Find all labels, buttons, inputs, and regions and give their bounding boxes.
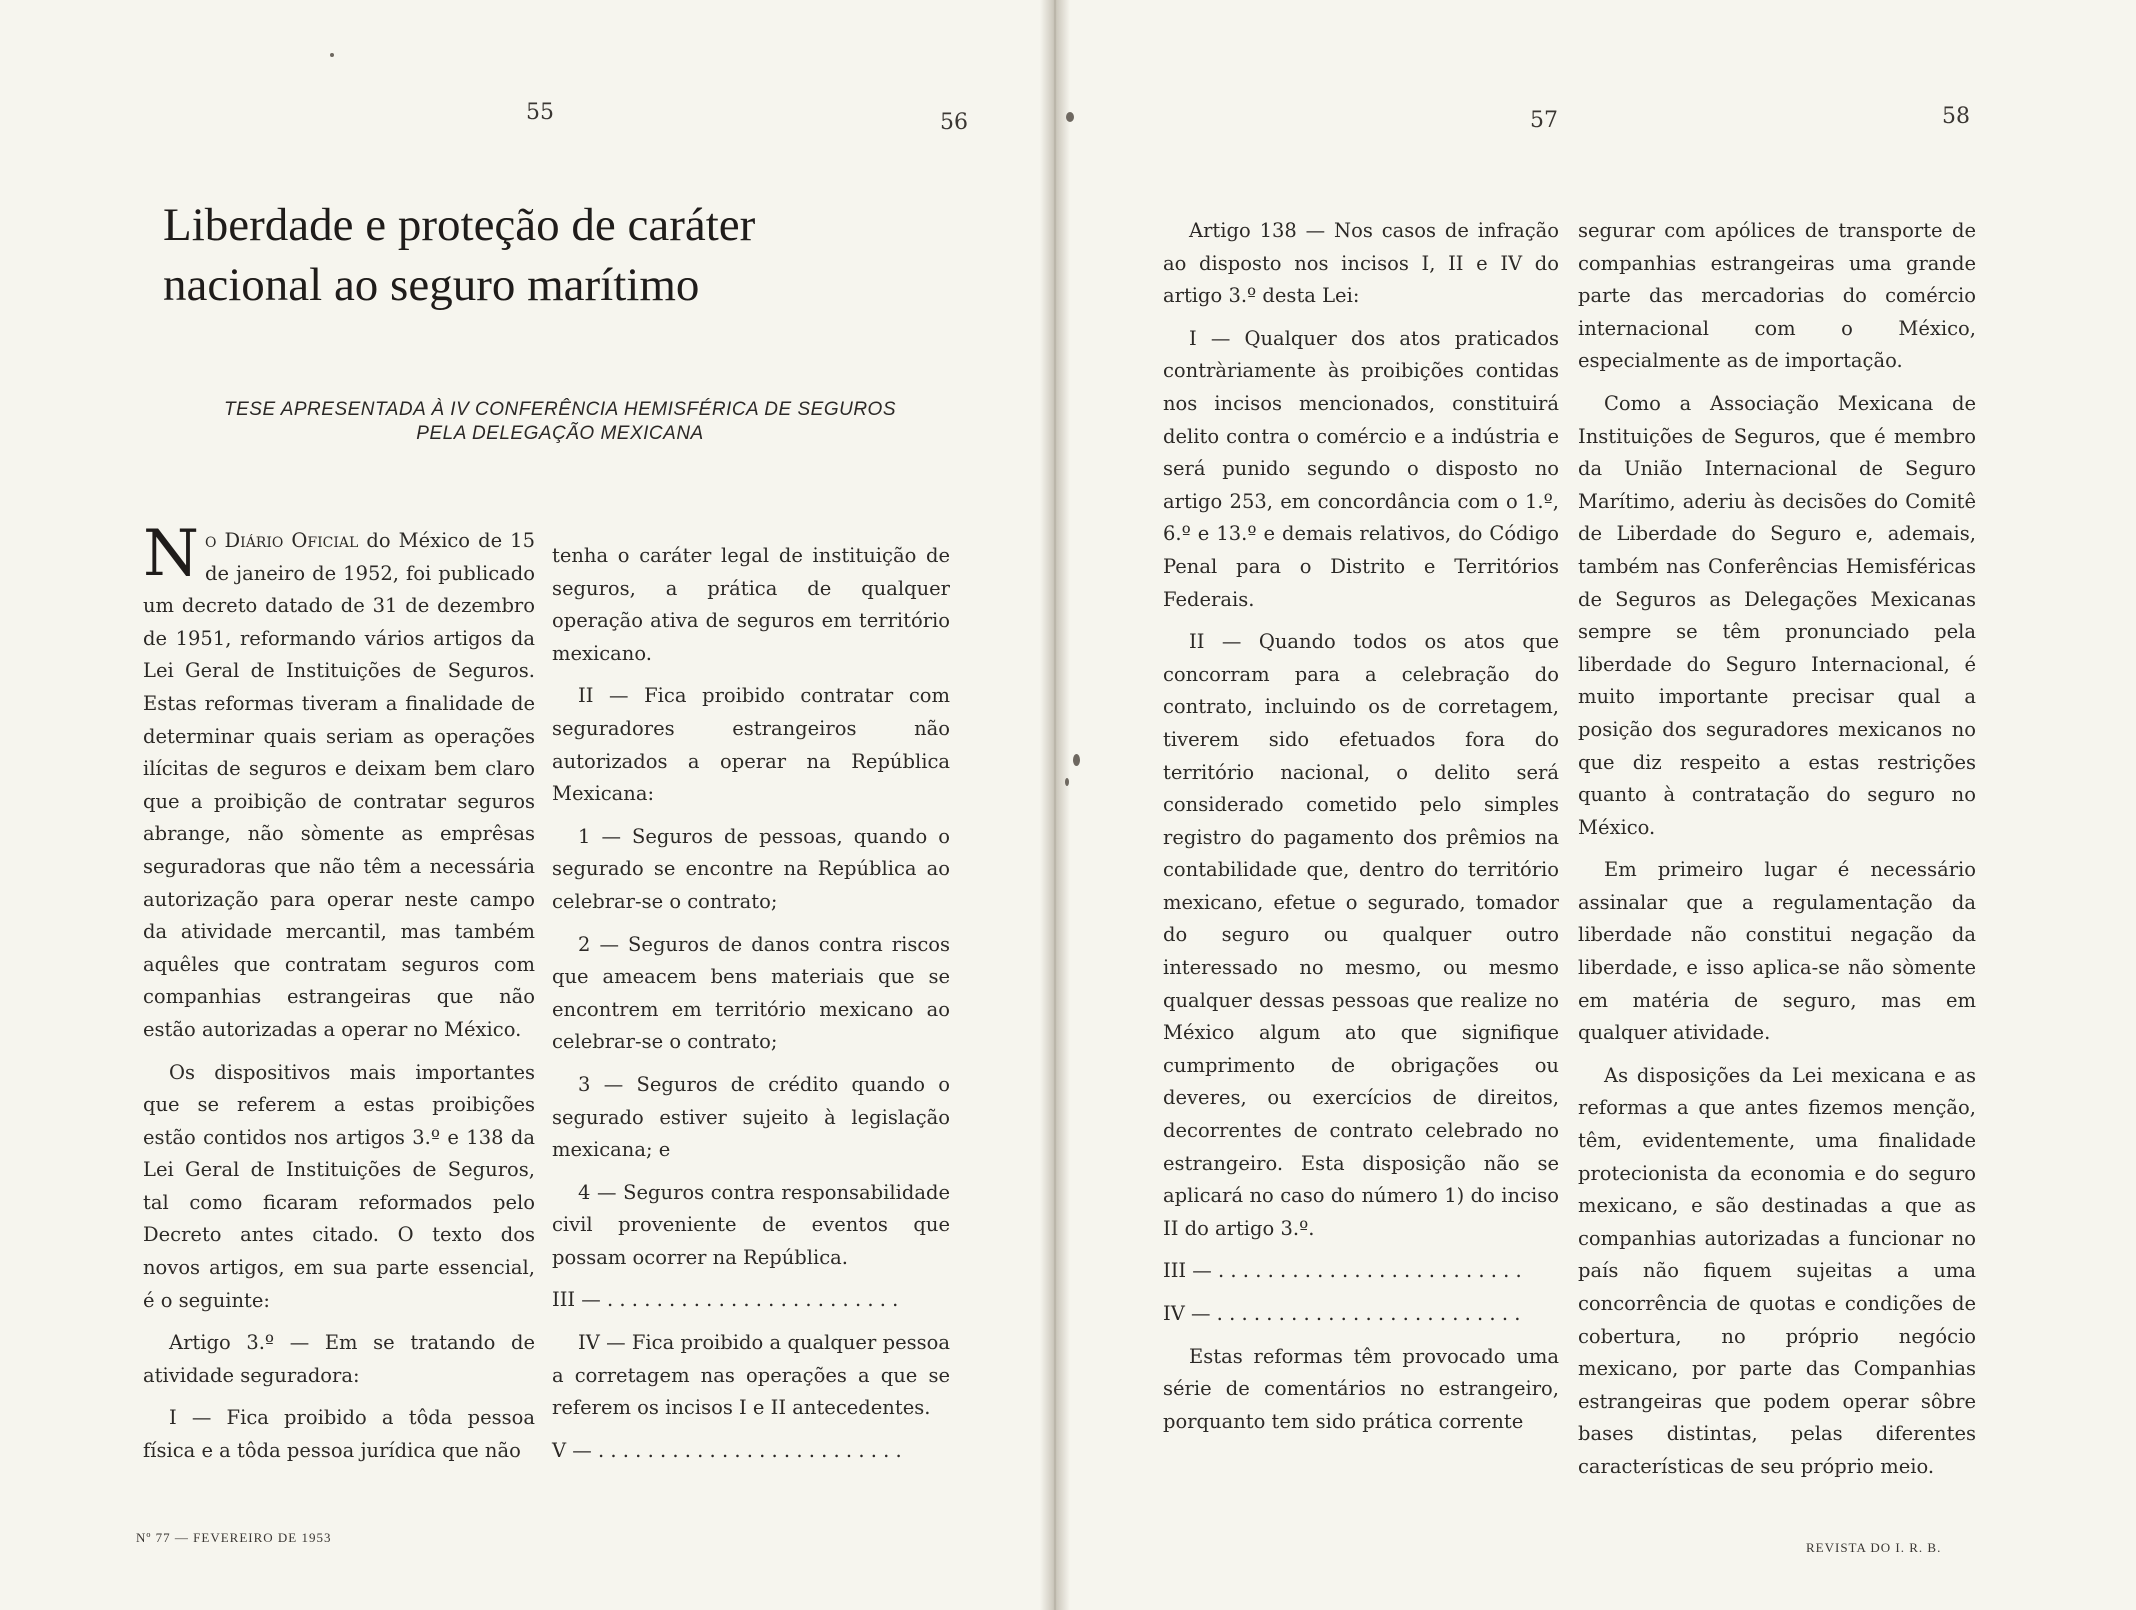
article-title: Liberdade e proteção de caráter nacional ao seguro marítimo <box>163 199 756 311</box>
paragraph: Como a Associação Mexicana de Instituições de Seguros, que é membro da União Internacional de Seguro Marítimo, aderiu às decisões do Comitê de Liberdade do Seguro e, ademais, também nas Conferências Hemisféricas de Seguros as Delegações Mexicanas sempre se têm pronunciado pela liberdade do Seguro Internacional, é muito importante precisar qual a posição dos seguradores mexicanos no que diz respeito a estas restrições quanto à contratação do seguro no México. <box>1578 391 1976 839</box>
paragraph: I — Qualquer dos atos praticados contràriamente às proibições contidas nos incisos mencionados, constituirá delito contra o comércio e a indústria e será punido segundo o disposto no artigo 253, em concordância com o 1.º, 6.º e 13.º e demais relativos, do Código Penal para o Distrito e Territórios Federais. <box>1163 326 1559 611</box>
paragraph: III — . . . . . . . . . . . . . . . . . . . . . . . . . <box>1163 1259 1522 1283</box>
page-number: 55 <box>526 100 554 125</box>
paragraph: Os dispositivos mais importantes que se referem a estas proibições estão contidos nos artigos 3.º e 138 da Lei Geral de Instituições de Seguros, tal como ficaram reformados pelo Decreto antes citado. O texto dos novos artigos, em sua parte essencial, é o seguinte: <box>143 1060 535 1312</box>
book-fold <box>1040 0 1070 1610</box>
paragraph: II — Fica proibido contratar com seguradores estrangeiros não autorizados a operar na República Mexicana: <box>552 684 950 806</box>
paper-speck <box>1073 754 1080 766</box>
paragraph: segurar com apólices de transporte de companhias estrangeiras uma grande parte das mercadorias do comércio internacional com o México, especialmente as de importação. <box>1578 219 1976 373</box>
paragraph: V — . . . . . . . . . . . . . . . . . . . . . . . . . <box>552 1438 902 1462</box>
paragraph: 3 — Seguros de crédito quando o segurado estiver sujeito à legislação mexicana; e <box>552 1072 950 1162</box>
text-column-1 <box>143 517 535 1478</box>
text-column-4 <box>1578 215 1976 1494</box>
paragraph: III — . . . . . . . . . . . . . . . . . . . . . . . . <box>552 1288 899 1312</box>
page-number: 56 <box>940 110 968 135</box>
article-subtitle <box>180 398 940 446</box>
paragraph: As disposições da Lei mexicana e as reformas a que antes fizemos menção, têm, evidentemente, uma finalidade protecionista da economia e do seguro mexicano, e são destinadas a que as companhias autorizadas a funcionar no país não fiquem sujeitas a uma concorrência de quotas e condições de cobertura, no próprio negócio mexicano, por parte das Companhias estrangeiras que podem operar sôbre bases distintas, pelas diferentes características de seu próprio meio. <box>1578 1063 1976 1478</box>
subtitle-line: TESE APRESENTADA À IV CONFERÊNCIA HEMISFÉRICA DE SEGUROS <box>224 399 896 420</box>
drop-cap: N <box>143 517 199 591</box>
paragraph: IV — . . . . . . . . . . . . . . . . . . . . . . . . . <box>1163 1302 1521 1325</box>
page-number: 57 <box>1530 108 1558 133</box>
paragraph: 1 — Seguros de pessoas, quando o segurado se encontre na República ao celebrar-se o contrato; <box>552 824 950 913</box>
text-column-3 <box>1163 215 1559 1448</box>
paragraph: Em primeiro lugar é necessário assinalar que a regulamentação da liberdade não constitui negação da liberdade, e isso aplica-se não sòmente em matéria de seguro, mas em qualquer atividade. <box>1578 858 1976 1045</box>
paragraph <box>143 517 535 1047</box>
footer-journal: REVISTA DO I. R. B. <box>1806 1540 1942 1555</box>
paragraph: Artigo 3.º — Em se tratando de atividade seguradora: <box>143 1331 535 1387</box>
paragraph: Estas reformas têm provocado uma série de comentários no estrangeiro, porquanto tem sido prática corrente <box>1163 1344 1559 1433</box>
page-number: 58 <box>1942 104 1970 129</box>
paragraph: I — Fica proibido a tôda pessoa física e a tôda pessoa jurídica que não <box>143 1406 535 1463</box>
paragraph: 4 — Seguros contra responsabilidade civil proveniente de eventos que possam ocorrer na República. <box>552 1180 950 1269</box>
subtitle-line: PELA DELEGAÇÃO MEXICANA <box>416 423 704 444</box>
paragraph: IV — Fica proibido a qualquer pessoa a corretagem nas operações a que se referem os incisos I e II antecedentes. <box>552 1331 950 1420</box>
text-column-2 <box>552 540 950 1477</box>
paper-speck <box>330 53 334 57</box>
paragraph: II — Quando todos os atos que concorram para a celebração do contrato, incluindo os de corretagem, tiverem sido efetuados fora do território nacional, o delito será considerado cometido pelo simples registro do pagamento dos prêmios na contabilidade que, dentro do território mexicano, efetue o segurado, tomador do seguro ou qualquer outro interessado no mesmo, ou mesmo qualquer dessas pessoas que realize no México algum ato que signifique cumprimento de obrigações ou deveres, ou exercícios de direitos, decorrentes de contrato celebrado no estrangeiro. Esta disposição não se aplicará no caso do número 1) do inciso II do artigo 3.º. <box>1163 630 1559 1240</box>
paragraph: 2 — Seguros de danos contra riscos que ameacem bens materiais que se encontrem em território mexicano ao celebrar-se o contrato; <box>552 932 950 1054</box>
lead-in: o Diário Oficial <box>205 529 359 552</box>
paper-speck <box>1066 112 1074 122</box>
paragraph: Artigo 138 — Nos casos de infração ao disposto nos incisos I, II e IV do artigo 3.º desta Lei: <box>1163 219 1559 308</box>
paper-speck <box>1065 778 1069 786</box>
footer-issue: Nº 77 — FEVEREIRO DE 1953 <box>136 1530 332 1545</box>
paragraph-text: do México de 15 de janeiro de 1952, foi publicado um decreto datado de 31 de dezembro de 1951, reformando vários artigos da Lei Geral de Instituições de Seguros. Estas reformas tiveram a finalidade de determinar quais seriam as operações ilícitas de seguros e deixam bem claro que a proibição de contratar seguros abrange, não sòmente as emprêsas seguradoras que não têm a necessária autorização para operar neste campo da atividade mercantil, mas também aquêles que contratam seguros com companhias estrangeiras que não estão autorizadas a operar no México. <box>143 529 535 1041</box>
paragraph: tenha o caráter legal de instituição de seguros, a prática de qualquer operação ativa de seguros em território mexicano. <box>552 544 950 665</box>
